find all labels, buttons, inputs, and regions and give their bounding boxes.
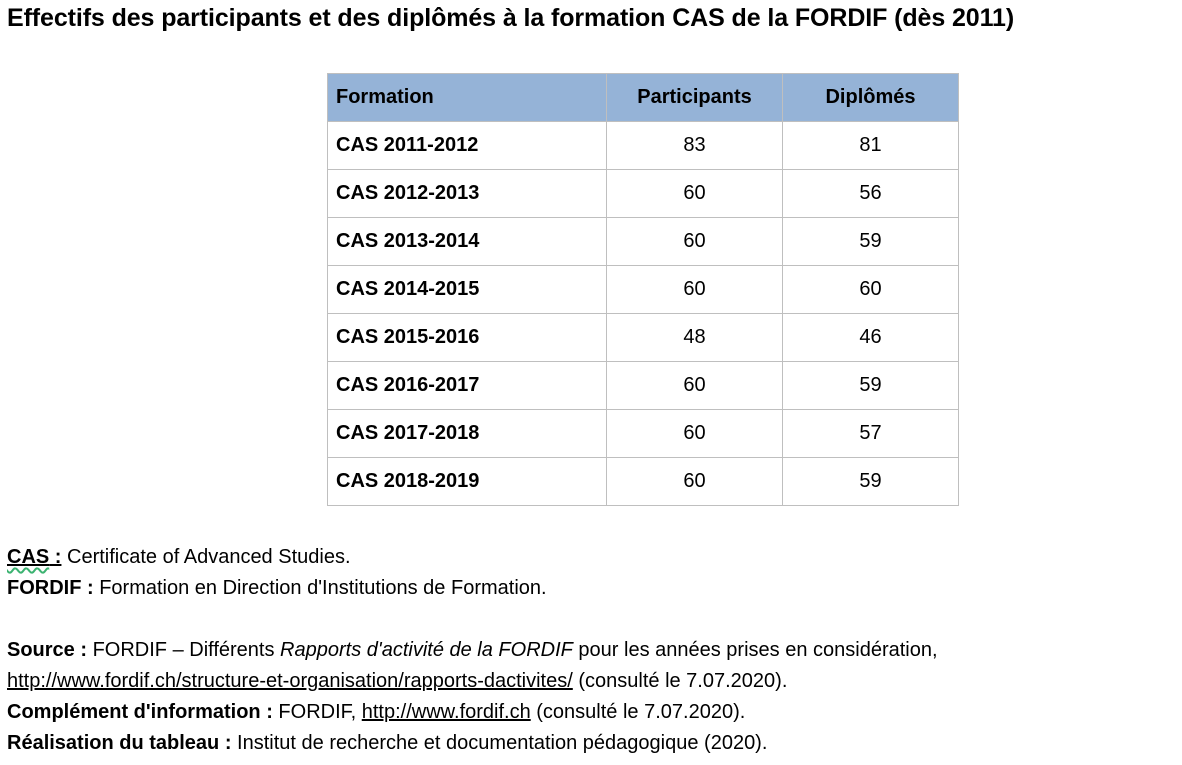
table-row <box>328 410 959 458</box>
note-source-text-2: pour les années prises en considération, <box>572 639 938 661</box>
cell-participants: 60 <box>607 362 783 410</box>
note-fordif <box>7 573 938 604</box>
note-fordif-label: FORDIF : <box>7 577 94 599</box>
note-source-link-line <box>7 666 938 697</box>
cell-participants: 48 <box>607 314 783 362</box>
note-fordif-text: Formation en Direction d'Institutions de Formation. <box>93 577 547 599</box>
note-cas <box>7 542 938 573</box>
header-diplomes: Diplômés <box>783 74 959 122</box>
note-complement-label: Complément d'information : <box>7 701 273 723</box>
note-realisation-label: Réalisation du tableau : <box>7 732 232 754</box>
note-complement <box>7 697 938 728</box>
table-row <box>328 218 959 266</box>
cell-formation: CAS 2012-2013 <box>328 170 607 218</box>
cell-participants: 83 <box>607 122 783 170</box>
note-source-consulted: (consulté le 7.07.2020). <box>572 670 788 692</box>
note-cas-colon: : <box>49 546 62 568</box>
table-header-row <box>328 74 959 122</box>
cell-diplomes: 57 <box>783 410 959 458</box>
cell-participants: 60 <box>607 410 783 458</box>
cell-formation: CAS 2015-2016 <box>328 314 607 362</box>
table-row <box>328 266 959 314</box>
note-realisation-text: Institut de recherche et documentation pédagogique (2020). <box>231 732 768 754</box>
fordif-link[interactable]: http://www.fordif.ch <box>361 701 531 723</box>
note-realisation <box>7 728 938 759</box>
cell-diplomes: 59 <box>783 458 959 506</box>
cell-diplomes: 60 <box>783 266 959 314</box>
cell-participants: 60 <box>607 458 783 506</box>
table-row <box>328 458 959 506</box>
cell-diplomes: 59 <box>783 362 959 410</box>
cell-diplomes: 46 <box>783 314 959 362</box>
header-participants: Participants <box>607 74 783 122</box>
note-cas-label: CAS <box>7 546 50 568</box>
note-source-italic: Rapports d'activité de la FORDIF <box>280 639 573 661</box>
cell-formation: CAS 2011-2012 <box>328 122 607 170</box>
notes-spacer <box>7 604 938 635</box>
data-table <box>327 73 959 506</box>
footnotes <box>7 542 938 759</box>
page-title: Effectifs des participants et des diplômés à la formation CAS de la FORDIF (dès 2011) <box>7 4 1015 32</box>
note-cas-text: Certificate of Advanced Studies. <box>61 546 351 568</box>
table-row <box>328 362 959 410</box>
cell-participants: 60 <box>607 218 783 266</box>
header-formation: Formation <box>328 74 607 122</box>
note-source-label: Source : <box>7 639 88 661</box>
note-complement-text: FORDIF, <box>272 701 362 723</box>
table-row <box>328 170 959 218</box>
cell-diplomes: 56 <box>783 170 959 218</box>
cell-participants: 60 <box>607 170 783 218</box>
source-link[interactable]: http://www.fordif.ch/structure-et-organisation/rapports-dactivites/ <box>7 670 573 692</box>
note-complement-consulted: (consulté le 7.07.2020). <box>530 701 746 723</box>
cell-formation: CAS 2017-2018 <box>328 410 607 458</box>
cell-formation: CAS 2018-2019 <box>328 458 607 506</box>
cell-formation: CAS 2016-2017 <box>328 362 607 410</box>
table-row <box>328 122 959 170</box>
table-row <box>328 314 959 362</box>
cell-formation: CAS 2014-2015 <box>328 266 607 314</box>
note-source-text-1: FORDIF – Différents <box>87 639 281 661</box>
cell-formation: CAS 2013-2014 <box>328 218 607 266</box>
note-source <box>7 635 938 666</box>
cell-diplomes: 81 <box>783 122 959 170</box>
cell-participants: 60 <box>607 266 783 314</box>
cell-diplomes: 59 <box>783 218 959 266</box>
